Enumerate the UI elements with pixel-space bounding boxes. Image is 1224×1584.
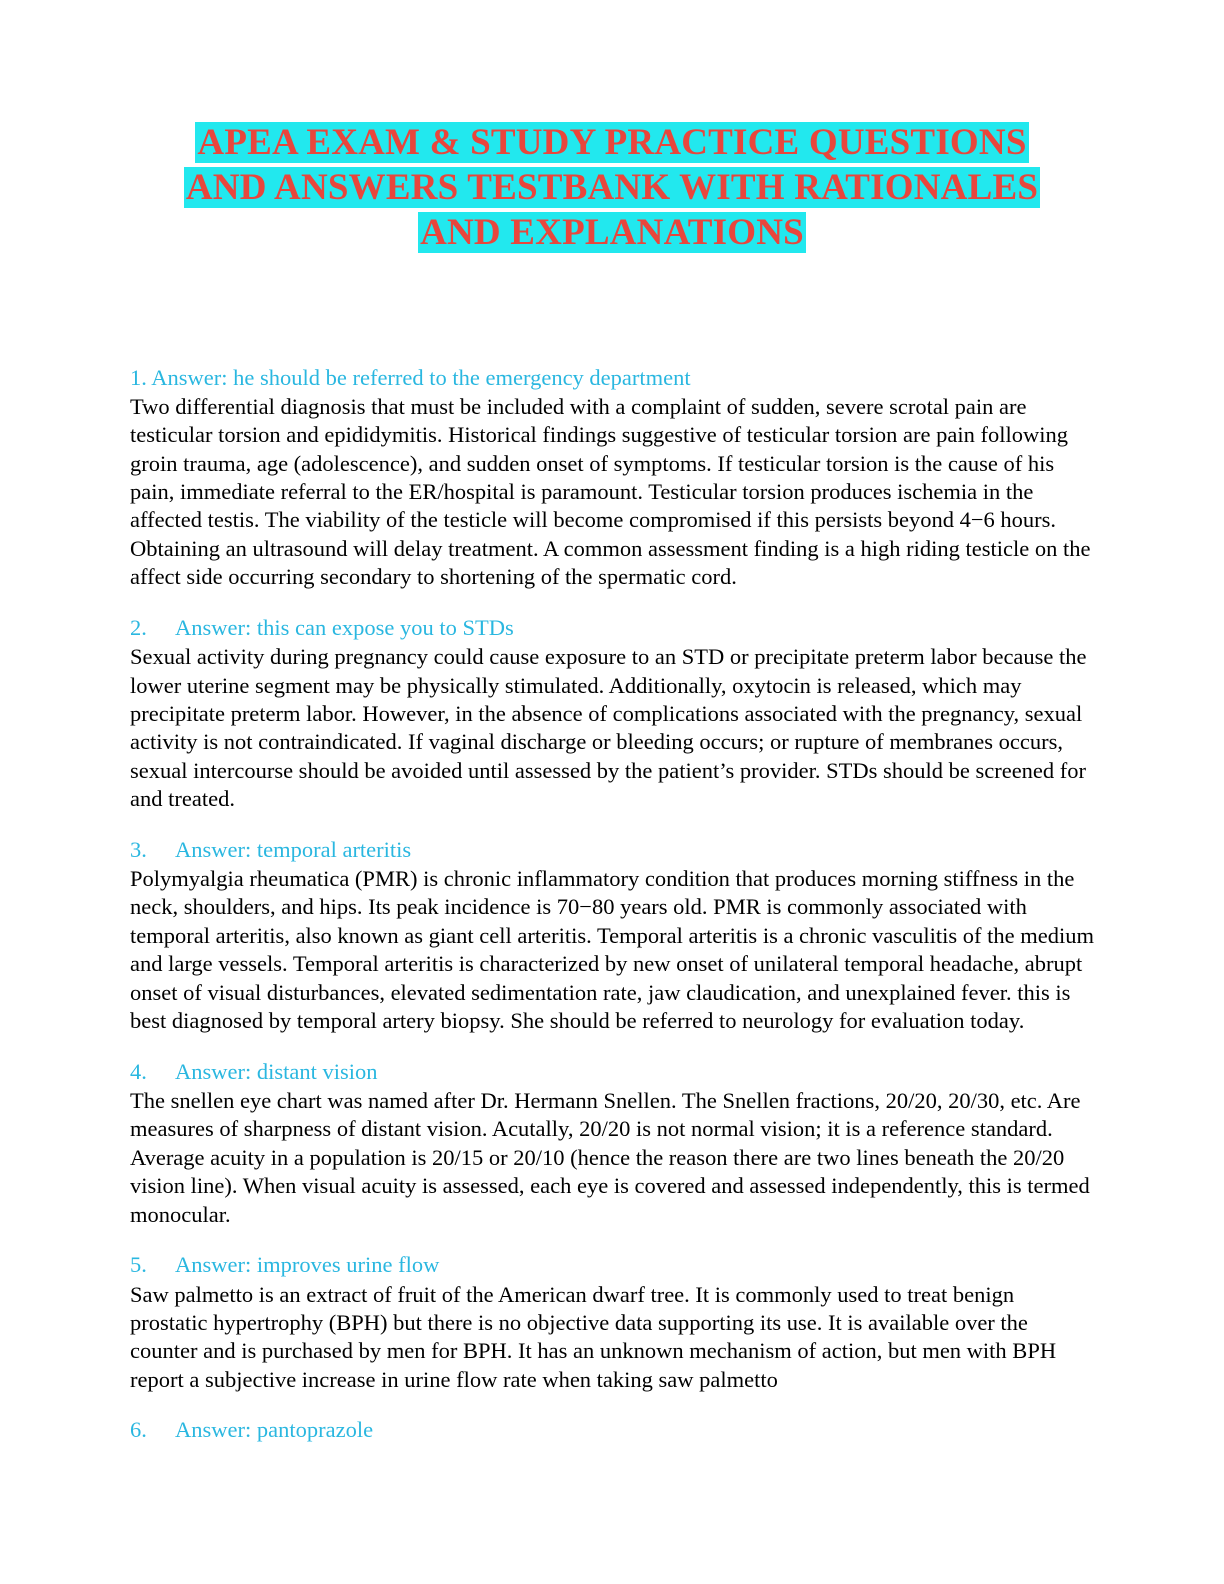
answer-item-6: [130, 1415, 1094, 1444]
answer-item-4: [130, 1057, 1094, 1230]
answer-heading-1: 1. Answer: he should be referred to the emergency department: [130, 365, 691, 391]
answer-body-5: Saw palmetto is an extract of fruit of the American dwarf tree. It is commonly used to treat benign prostatic hypertrophy (BPH) but there is no objective data supporting its use. It is available over the counter and is purchased by men for BPH. It has an unknown mechanism of action, but men with BPH report a subjective increase in urine flow rate when taking saw palmetto: [130, 1281, 1057, 1392]
page-title-line-2: AND ANSWERS TESTBANK WITH RATIONALES: [185, 167, 1039, 209]
page-title-line-1: APEA EXAM & STUDY PRACTICE QUESTIONS: [197, 122, 1027, 163]
answer-body-2: Sexual activity during pregnancy could cause exposure to an STD or precipitate preterm labor because the lower uterine segment may be physically stimulated. Additionally, oxytocin is released, which may precipitate preterm labor. However, in the absence of complications associated with the pregnancy, sexual activity is not contraindicated. If vaginal discharge or bleeding occurs; or rupture of membranes occurs, sexual intercourse should be avoided until assessed by the patient’s provider. STDs should be screened for and treated.: [130, 644, 1087, 812]
answer-body-3: Polymyalgia rheumatica (PMR) is chronic inflammatory condition that produces morning stiffness in the neck, shoulders, and hips. Its peak incidence is 70−80 years old. PMR is commonly associated with temporal arteritis, also known as giant cell arteritis. Temporal arteritis is a chronic vasculitis of the medium and large vessels. Temporal arteritis is characterized by new onset of unilateral temporal headache, abrupt onset of visual disturbances, elevated sedimentation rate, jaw claudication, and unexplained fever. this is best diagnosed by temporal artery biopsy. She should be referred to neurology for evaluation today.: [130, 866, 1094, 1034]
answer-heading-4: 4. Answer: distant vision: [130, 1058, 378, 1084]
answer-item-3: [130, 835, 1094, 1036]
answer-body-4: The snellen eye chart was named after Dr. Hermann Snellen. The Snellen fractions, 20/20, 20/30, etc. Are measures of sharpness of distant vision. Acutally, 20/20 is not normal vision; it is a reference standard. Average acuity in a population is 20/15 or 20/10 (hence the reason there are two lines beneath the 20/20 vision line). When visual acuity is assessed, each eye is covered and assessed independently, this is termed monocular.: [130, 1087, 1090, 1227]
answer-heading-6: 6. Answer: pantoprazole: [130, 1417, 374, 1443]
answer-item-2: [130, 613, 1094, 814]
page-title-line-3: AND EXPLANATIONS: [420, 212, 804, 254]
answer-heading-5: 5. Answer: improves urine flow: [130, 1252, 440, 1278]
answer-item-1: [130, 363, 1094, 591]
title-body-spacer: [130, 255, 1094, 363]
answer-body-1: Two differential diagnosis that must be included with a complaint of sudden, severe scrotal pain are testicular torsion and epididymitis. Historical findings suggestive of testicular torsion are pain following groin trauma, age (adolescence), and sudden onset of symptoms. If testicular torsion is the cause of his pain, immediate referral to the ER/hospital is paramount. Testicular torsion produces ischemia in the affected testis. The viability of the testicle will become compromised if this persists beyond 4−6 hours. Obtaining an ultrasound will delay treatment. A common assessment finding is a high riding testicle on the affect side occurring secondary to shortening of the spermatic cord.: [130, 393, 1091, 590]
answer-item-5: [130, 1250, 1094, 1394]
page-title: [130, 120, 1094, 255]
answer-heading-3: 3. Answer: temporal arteritis: [130, 836, 412, 862]
answer-heading-2: 2. Answer: this can expose you to STDs: [130, 614, 514, 640]
